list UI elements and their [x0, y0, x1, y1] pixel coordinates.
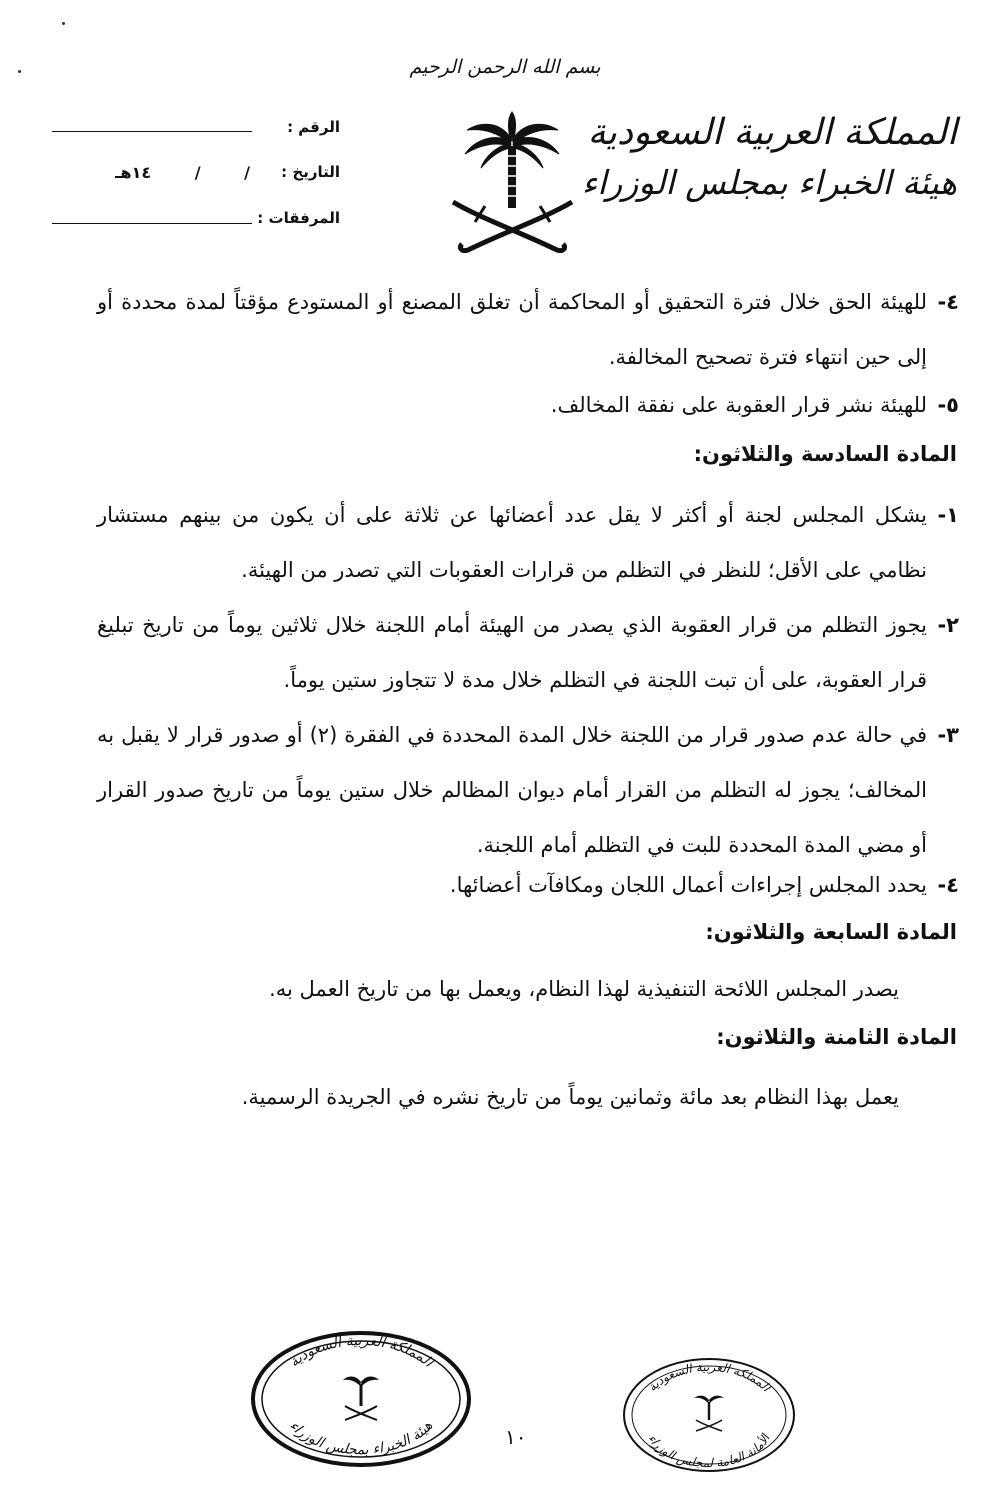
paragraph-4: للهيئة الحق خلال فترة التحقيق أو المحاكمة أن تغلق المصنع أو المستودع مؤقتاً لمدة محددة أو إلى حين انتهاء فترة تصحيح المخالفة. — [97, 290, 927, 369]
ref-number-field — [40, 118, 340, 148]
svg-text:هيئة الخبراء بمجلس الوزراء — [286, 1418, 436, 1459]
attachments-line — [52, 223, 252, 224]
basmala: بسم الله الرحمن الرحيم — [409, 56, 601, 78]
attachments-field — [40, 209, 340, 239]
experts-commission-seal — [248, 1328, 474, 1470]
general-secretariat-seal — [620, 1355, 798, 1475]
seal-right-top-text: المملكة العربية السعودية — [645, 1359, 774, 1395]
item-number: ٢- — [937, 613, 959, 637]
svg-text:الأمانة العامة لمجلس الوزراء — [645, 1431, 773, 1470]
attachments-label: المرفقات : — [257, 209, 340, 227]
svg-text:المملكة العربية السعودية — [286, 1333, 437, 1372]
article-36-heading: المادة السادسة والثلاثون: — [693, 442, 957, 466]
palm-swords-emblem-icon — [445, 110, 580, 260]
item-number: ٣- — [937, 723, 959, 747]
ref-number-label: الرقم : — [287, 118, 340, 136]
date-value: / / ١٤هـ — [115, 163, 250, 182]
item-number: ٤- — [937, 290, 959, 314]
article-36-item-3: في حالة عدم صدور قرار من اللجنة خلال المدة المحددة في الفقرة (٢) أو صدور قرار لا يقبل به المخالف؛ يجوز له التظلم من القرار أمام ديوان المظالم خلال ستين يوماً من تاريخ صدور القرار أو مضي المدة المحددة للبت في التظلم أمام اللجنة. — [97, 723, 927, 857]
article-37-heading: المادة السابعة والثلاثون: — [705, 920, 957, 944]
article-36-item-4: يحدد المجلس إجراءات أعمال اللجان ومكافآت أعضائها. — [449, 873, 927, 897]
item-number: ٥- — [937, 393, 959, 417]
svg-text:المملكة العربية السعودية — [645, 1360, 774, 1395]
seal-left-bottom-text: هيئة الخبراء بمجلس الوزراء — [285, 1417, 437, 1459]
item-number: ١- — [937, 503, 959, 527]
scan-speck — [18, 70, 21, 73]
kingdom-title: المملكة العربية السعودية — [587, 112, 957, 153]
date-label: التاريخ : — [281, 163, 340, 181]
article-36-item-2: يجوز التظلم من قرار العقوبة الذي يصدر من الهيئة أمام اللجنة خلال ثلاثين يوماً من تاريخ تبليغ قرار العقوبة، على أن تبت اللجنة في التظلم خلال مدة لا تتجاوز ستين يوماً. — [97, 613, 927, 692]
authority-title: هيئة الخبراء بمجلس الوزراء — [581, 163, 957, 202]
ref-number-line — [52, 131, 252, 132]
date-field — [40, 163, 340, 193]
scan-speck — [62, 22, 65, 25]
article-38-heading: المادة الثامنة والثلاثون: — [716, 1025, 957, 1049]
seal-right-bottom-text: الأمانة العامة لمجلس الوزراء — [645, 1432, 773, 1471]
item-number: ٤- — [937, 873, 959, 897]
paragraph-5: للهيئة نشر قرار العقوبة على نفقة المخالف. — [550, 393, 927, 417]
article-36-item-1: يشكل المجلس لجنة أو أكثر لا يقل عدد أعضائها عن ثلاثة على أن يكون من بينهم مستشار نظامي على الأقل؛ للنظر في التظلم من قرارات العقوبات التي تصدر من الهيئة. — [97, 503, 927, 582]
seal-left-top-text: المملكة العربية السعودية — [286, 1332, 436, 1371]
article-37-text: يصدر المجلس اللائحة التنفيذية لهذا النظام، ويعمل بها من تاريخ العمل به. — [269, 977, 899, 1001]
article-38-text: يعمل بهذا النظام بعد مائة وثمانين يوماً من تاريخ نشره في الجريدة الرسمية. — [241, 1085, 899, 1109]
page-number: ١٠ — [505, 1425, 527, 1449]
